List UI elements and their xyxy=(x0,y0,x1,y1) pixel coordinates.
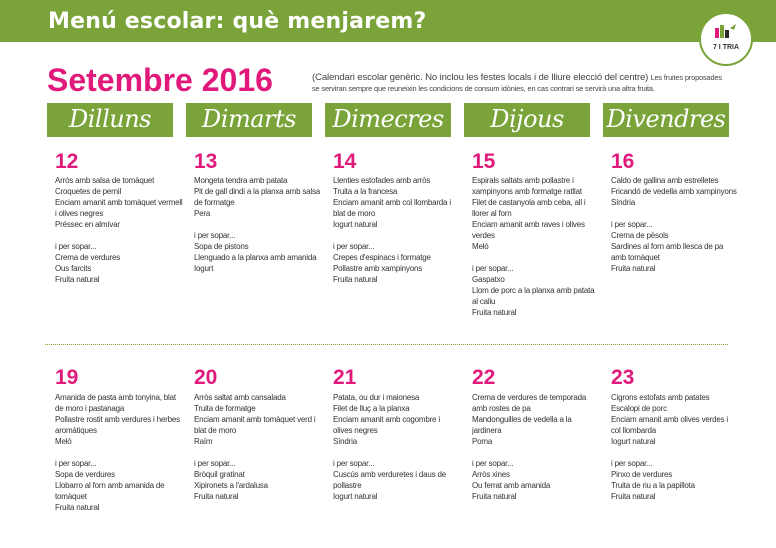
menu-line: Fruita natural xyxy=(194,492,239,501)
menu-line: Cuscús amb verduretes i daus de pollastre xyxy=(333,470,446,490)
menu-spacer xyxy=(194,219,322,230)
menu-line: Croquetes de pernil xyxy=(55,187,122,196)
menu-line: Llom de porc a la planxa amb patata al caliu xyxy=(472,286,595,306)
menu-line: Gaspatxo xyxy=(472,275,505,284)
menu-line: Síndria xyxy=(333,437,357,446)
menu-line: Poma xyxy=(472,437,493,446)
menu-line: Raïm xyxy=(194,437,213,446)
menu-line: i per sopar... xyxy=(472,459,514,468)
menu-line: Pinxo de verdures xyxy=(611,470,673,479)
menu-line: Iogurt natural xyxy=(333,492,378,501)
menu-spacer xyxy=(611,208,739,219)
logo xyxy=(699,12,753,66)
menu-line: Enciam amanit amb tomàquet vermell i olives negres xyxy=(55,198,183,218)
header-bar xyxy=(0,0,776,42)
menu-line: Iogurt xyxy=(194,264,214,273)
menu-line: Espirals saltats amb pollastre i xampinyons amb formatge ratllat xyxy=(472,176,582,196)
menu-spacer xyxy=(333,230,461,241)
menu-line: Cigrons estofats amb patates xyxy=(611,393,710,402)
menu-line: Sopa de verdures xyxy=(55,470,115,479)
menu-line: Ou ferrat amb amanida xyxy=(472,481,551,490)
menu-line: Fruita natural xyxy=(472,308,517,317)
day-menu xyxy=(611,175,739,274)
menu-line: Fricandó de vedella amb xampinyons xyxy=(611,187,737,196)
day-number: 15 xyxy=(472,150,496,173)
day-header-dijous: Dijous xyxy=(464,103,590,137)
menu-line: Meló xyxy=(55,437,72,446)
day-header-dimecres: Dimecres xyxy=(325,103,451,137)
menu-line: Arròs saltat amb cansalada xyxy=(194,393,286,402)
menu-spacer xyxy=(611,447,739,458)
calendar-note xyxy=(312,72,727,94)
menu-spacer xyxy=(472,447,600,458)
menu-line: Patata, ou dur i maionesa xyxy=(333,393,420,402)
menu-line: i per sopar... xyxy=(611,220,653,229)
menu-line: Crepes d'espinacs i formatge xyxy=(333,253,431,262)
menu-line: Filet de lluç a la planxa xyxy=(333,404,410,413)
menu-line: Pollastre rostit amb verdures i herbes aromàtiques xyxy=(55,415,180,435)
menu-line: i per sopar... xyxy=(194,231,236,240)
day-number: 13 xyxy=(194,150,218,173)
menu-line: i per sopar... xyxy=(333,242,375,251)
day-number: 14 xyxy=(333,150,357,173)
menu-line: i per sopar... xyxy=(194,459,236,468)
menu-line: Iogurt natural xyxy=(611,437,656,446)
day-number: 23 xyxy=(611,366,635,389)
menu-line: Fruita natural xyxy=(611,492,656,501)
day-number: 21 xyxy=(333,366,357,389)
menu-line: Fruita natural xyxy=(611,264,656,273)
menu-line: Truita de formatge xyxy=(194,404,256,413)
menu-line: Ous farcits xyxy=(55,264,92,273)
menu-line: i per sopar... xyxy=(55,459,97,468)
menu-line: Enciam amanit amb raves i olives verdes xyxy=(472,220,585,240)
day-number: 22 xyxy=(472,366,496,389)
day-menu xyxy=(472,392,600,502)
menu-line: Pit de gall dindi a la planxa amb salsa de formatge xyxy=(194,187,321,207)
menu-line: Crema de verdures xyxy=(55,253,121,262)
day-menu xyxy=(55,175,183,285)
menu-line: Arròs amb salsa de tomàquet xyxy=(55,176,155,185)
day-menu xyxy=(194,392,322,502)
menu-spacer xyxy=(55,447,183,458)
day-menu xyxy=(472,175,600,318)
menu-line: Arròs xines xyxy=(472,470,510,479)
menu-line: Xipironets a l'ardalusa xyxy=(194,481,268,490)
day-number: 12 xyxy=(55,150,79,173)
day-menu xyxy=(333,175,461,285)
menu-line: Meló xyxy=(472,242,489,251)
menu-line: Sopa de pistons xyxy=(194,242,249,251)
menu-line: Llobarro al forn amb amanida de tomàquet xyxy=(55,481,165,501)
menu-line: Enciam amanit amb col llombarda i blat de moro xyxy=(333,198,451,218)
day-menu xyxy=(55,392,183,513)
day-menu xyxy=(194,175,322,274)
logo-icon xyxy=(715,22,737,38)
menu-line: Bròquil gratinat xyxy=(194,470,245,479)
menu-line: Pollastre amb xampinyons xyxy=(333,264,423,273)
day-menu xyxy=(611,392,739,502)
menu-line: Enciam amanit amb tomàquet verd i blat de moro xyxy=(194,415,316,435)
menu-line: Escalopi de porc xyxy=(611,404,667,413)
menu-line: Síndria xyxy=(611,198,635,207)
page-title: Menú escolar: què menjarem? xyxy=(48,9,427,34)
menu-line: Préssec en almívar xyxy=(55,220,120,229)
menu-spacer xyxy=(55,230,183,241)
menu-line: Fruita natural xyxy=(55,503,100,512)
menu-line: Fruita natural xyxy=(55,275,100,284)
day-menu xyxy=(333,392,461,502)
menu-line: Mongeta tendra amb patata xyxy=(194,176,288,185)
menu-line: Crema de verdures de temporada amb rostes de pa xyxy=(472,393,587,413)
menu-line: Iogurt natural xyxy=(333,220,378,229)
menu-line: i per sopar... xyxy=(55,242,97,251)
logo-text: 7 I TRIA xyxy=(712,44,740,51)
menu-line: Truita de riu a la papillota xyxy=(611,481,695,490)
day-number: 16 xyxy=(611,150,635,173)
menu-line: Amanida de pasta amb tonyina, blat de moro i pastanaga xyxy=(55,393,176,413)
menu-line: Mandonguilles de vedella a la jardinera xyxy=(472,415,572,435)
menu-line: Llenguado a la planxa amb amanida xyxy=(194,253,317,262)
note-rest: Les fruites proposades se serviran sempre que reuneixin les condicions de consum idònies, en cas contrari se servirà una altra fruita. xyxy=(312,73,722,93)
day-header-divendres: Divendres xyxy=(603,103,729,137)
menu-line: Fruita natural xyxy=(472,492,517,501)
menu-line: Crema de pèsols xyxy=(611,231,669,240)
menu-spacer xyxy=(333,447,461,458)
day-header-dimarts: Dimarts xyxy=(186,103,312,137)
day-number: 19 xyxy=(55,366,79,389)
day-number: 20 xyxy=(194,366,218,389)
note-main: (Calendari escolar genèric. No inclou les festes locals i de lliure elecció del centre) xyxy=(312,72,649,83)
menu-spacer xyxy=(194,447,322,458)
menu-line: Sardines al forn amb llesca de pa amb tomàquet xyxy=(611,242,724,262)
menu-line: i per sopar... xyxy=(472,264,514,273)
menu-line: Filet de castanyola amb ceba, all i llorer al forn xyxy=(472,198,586,218)
menu-line: Caldo de gallina amb estrelletes xyxy=(611,176,719,185)
menu-spacer xyxy=(472,252,600,263)
month-title: Setembre 2016 xyxy=(47,62,273,98)
menu-line: i per sopar... xyxy=(611,459,653,468)
menu-line: Truita a la francesa xyxy=(333,187,398,196)
day-header-dilluns: Dilluns xyxy=(47,103,173,137)
menu-line: Fruita natural xyxy=(333,275,378,284)
week-separator xyxy=(45,344,728,345)
menu-line: i per sopar... xyxy=(333,459,375,468)
menu-line: Enciam amanit amb olives verdes i col llombarda xyxy=(611,415,729,435)
menu-line: Llenties estofades amb arròs xyxy=(333,176,431,185)
menu-line: Enciam amanit amb cogombre i olives negres xyxy=(333,415,440,435)
menu-line: Pera xyxy=(194,209,211,218)
